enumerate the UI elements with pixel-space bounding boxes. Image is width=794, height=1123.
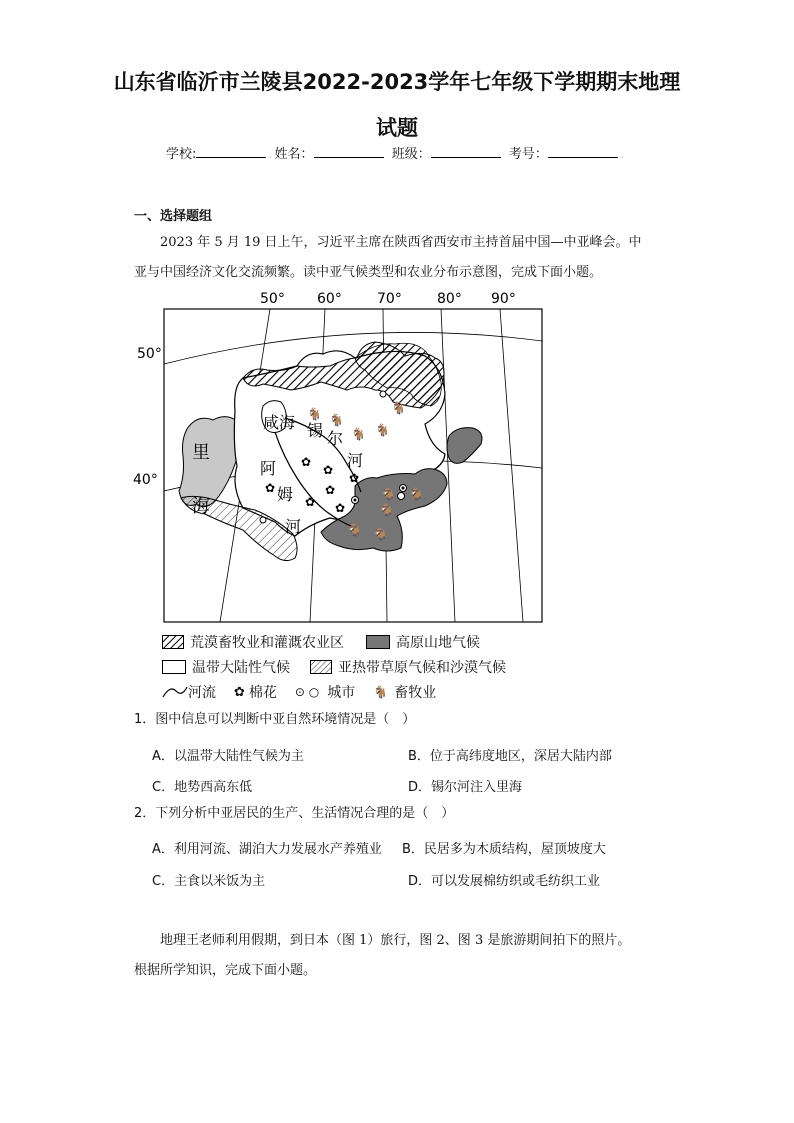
syr-label-3: 河	[347, 451, 364, 470]
livestock-icon: 🐐	[329, 413, 344, 427]
livestock-icon: 🐐	[409, 487, 424, 501]
cotton-icon: ✿	[323, 463, 334, 477]
legend-river-label: 河流	[188, 685, 216, 701]
legend-highland-label: 高原山地气候	[396, 635, 480, 651]
lon-label-50: 50°	[260, 291, 285, 307]
lat-label-50: 50°	[137, 346, 162, 362]
highland-swatch	[366, 635, 390, 649]
subtropical-swatch	[310, 660, 332, 674]
name-blank	[314, 145, 384, 158]
cotton-icon: ✿	[305, 495, 316, 509]
livestock-icon: 🐐	[373, 527, 388, 541]
legend-city-label: 城市	[327, 685, 356, 701]
central-asia-map	[125, 286, 545, 626]
lon-label-90: 90°	[491, 291, 516, 307]
amu-label-2: 姆	[277, 485, 294, 504]
exam-no-label: 考号：	[508, 147, 548, 162]
desert-agri-swatch	[162, 635, 184, 649]
q1-option-b[interactable]: B．位于高纬度地区，深居大陆内部	[408, 749, 612, 764]
cotton-icon: ✿	[325, 483, 336, 497]
syr-label-1: 锡	[307, 421, 324, 440]
legend-livestock-label: 畜牧业	[394, 685, 437, 701]
livestock-icon: 🐐	[381, 487, 396, 501]
legend-subtropical-label: 亚热带草原气候和沙漠气候	[338, 660, 506, 676]
q1-option-a[interactable]: A．以温带大陆性气候为主	[152, 749, 304, 764]
city-marker	[380, 391, 386, 397]
cotton-icon: ✿	[265, 481, 276, 495]
cotton-icon: ✿	[234, 684, 245, 700]
doc-title-line1: 山东省临沂市兰陵县2022-2023学年七年级下学期期末地理	[113, 70, 681, 94]
doc-title-line2: 试题	[376, 116, 418, 140]
intro-line2: 亚与中国经济文化交流频繁。读中亚气候类型和农业分布示意图，完成下面小题。	[134, 265, 603, 280]
next-intro-line2: 根据所学知识，完成下面小题。	[134, 963, 317, 978]
aral-label: 咸海	[263, 413, 296, 432]
syr-label-2: 尔	[327, 429, 344, 448]
livestock-icon: 🐐	[375, 423, 390, 437]
temperate-swatch	[162, 660, 186, 674]
legend-desert-agri-label: 荒漠畜牧业和灌溉农业区	[190, 635, 344, 651]
cotton-icon: ✿	[335, 501, 346, 515]
school-label: 学校:	[166, 147, 197, 162]
q2-option-d[interactable]: D．可以发展棉纺织或毛纺织工业	[408, 874, 601, 889]
city-marker	[398, 493, 405, 500]
livestock-icon: 🐐	[351, 427, 366, 441]
q2-option-b[interactable]: B．民居多为木质结构，屋顶坡度大	[402, 842, 606, 857]
livestock-icon: 🐐	[307, 407, 322, 421]
school-blank	[196, 145, 266, 158]
name-label: 姓名：	[274, 147, 314, 162]
class-label: 班级：	[391, 147, 431, 162]
livestock-icon: 🐐	[391, 401, 406, 415]
q1-option-c[interactable]: C．地势西高东低	[152, 780, 253, 795]
cotton-icon: ✿	[301, 455, 312, 469]
question-2-stem: 2．下列分析中亚居民的生产、生活情况合理的是（ ）	[134, 806, 455, 821]
caspian-label-1: 里	[192, 442, 210, 463]
city-marker	[260, 517, 266, 523]
legend-desert-agri	[162, 632, 344, 652]
livestock-icon: 🐐	[373, 685, 389, 699]
intro-line1: 2023 年 5 月 19 日上午，习近平主席在陕西省西安市主持首届中国—中亚峰会。中	[160, 235, 642, 250]
legend-temperate-label: 温带大陆性气候	[192, 660, 290, 676]
legend-temperate	[162, 657, 290, 677]
river-icon	[162, 685, 188, 699]
lon-label-60: 60°	[317, 291, 342, 307]
lat-label-40: 40°	[133, 472, 158, 488]
class-blank	[431, 145, 501, 158]
lon-label-80: 80°	[437, 291, 462, 307]
legend-subtropical	[310, 657, 506, 677]
question-1-stem: 1．图中信息可以判断中亚自然环境情况是（ ）	[134, 712, 416, 727]
legend-symbols	[162, 682, 436, 702]
q2-option-c[interactable]: C．主食以米饭为主	[152, 874, 266, 889]
legend-highland	[366, 632, 480, 652]
amu-label-1: 阿	[260, 459, 277, 478]
legend-cotton-label: 棉花	[248, 685, 277, 701]
q1-option-d[interactable]: D．锡尔河注入里海	[408, 780, 523, 795]
q2-option-a[interactable]: A．利用河流、湖泊大力发展水产养殖业	[152, 842, 382, 857]
lon-label-70: 70°	[377, 291, 402, 307]
livestock-icon: 🐐	[379, 503, 394, 517]
city-icon: ⊙ ○	[294, 685, 320, 699]
exam-no-blank	[548, 145, 618, 158]
amu-label-3: 河	[285, 517, 302, 536]
student-info-row	[166, 143, 622, 162]
cotton-icon: ✿	[349, 471, 360, 485]
caspian-label-2: 海	[192, 496, 210, 517]
livestock-icon: 🐐	[347, 523, 362, 537]
section-heading: 一、选择题组	[134, 209, 213, 224]
next-intro-line1: 地理王老师利用假期，到日本（图 1）旅行，图 2、图 3 是旅游期间拍下的照片。	[160, 933, 631, 948]
